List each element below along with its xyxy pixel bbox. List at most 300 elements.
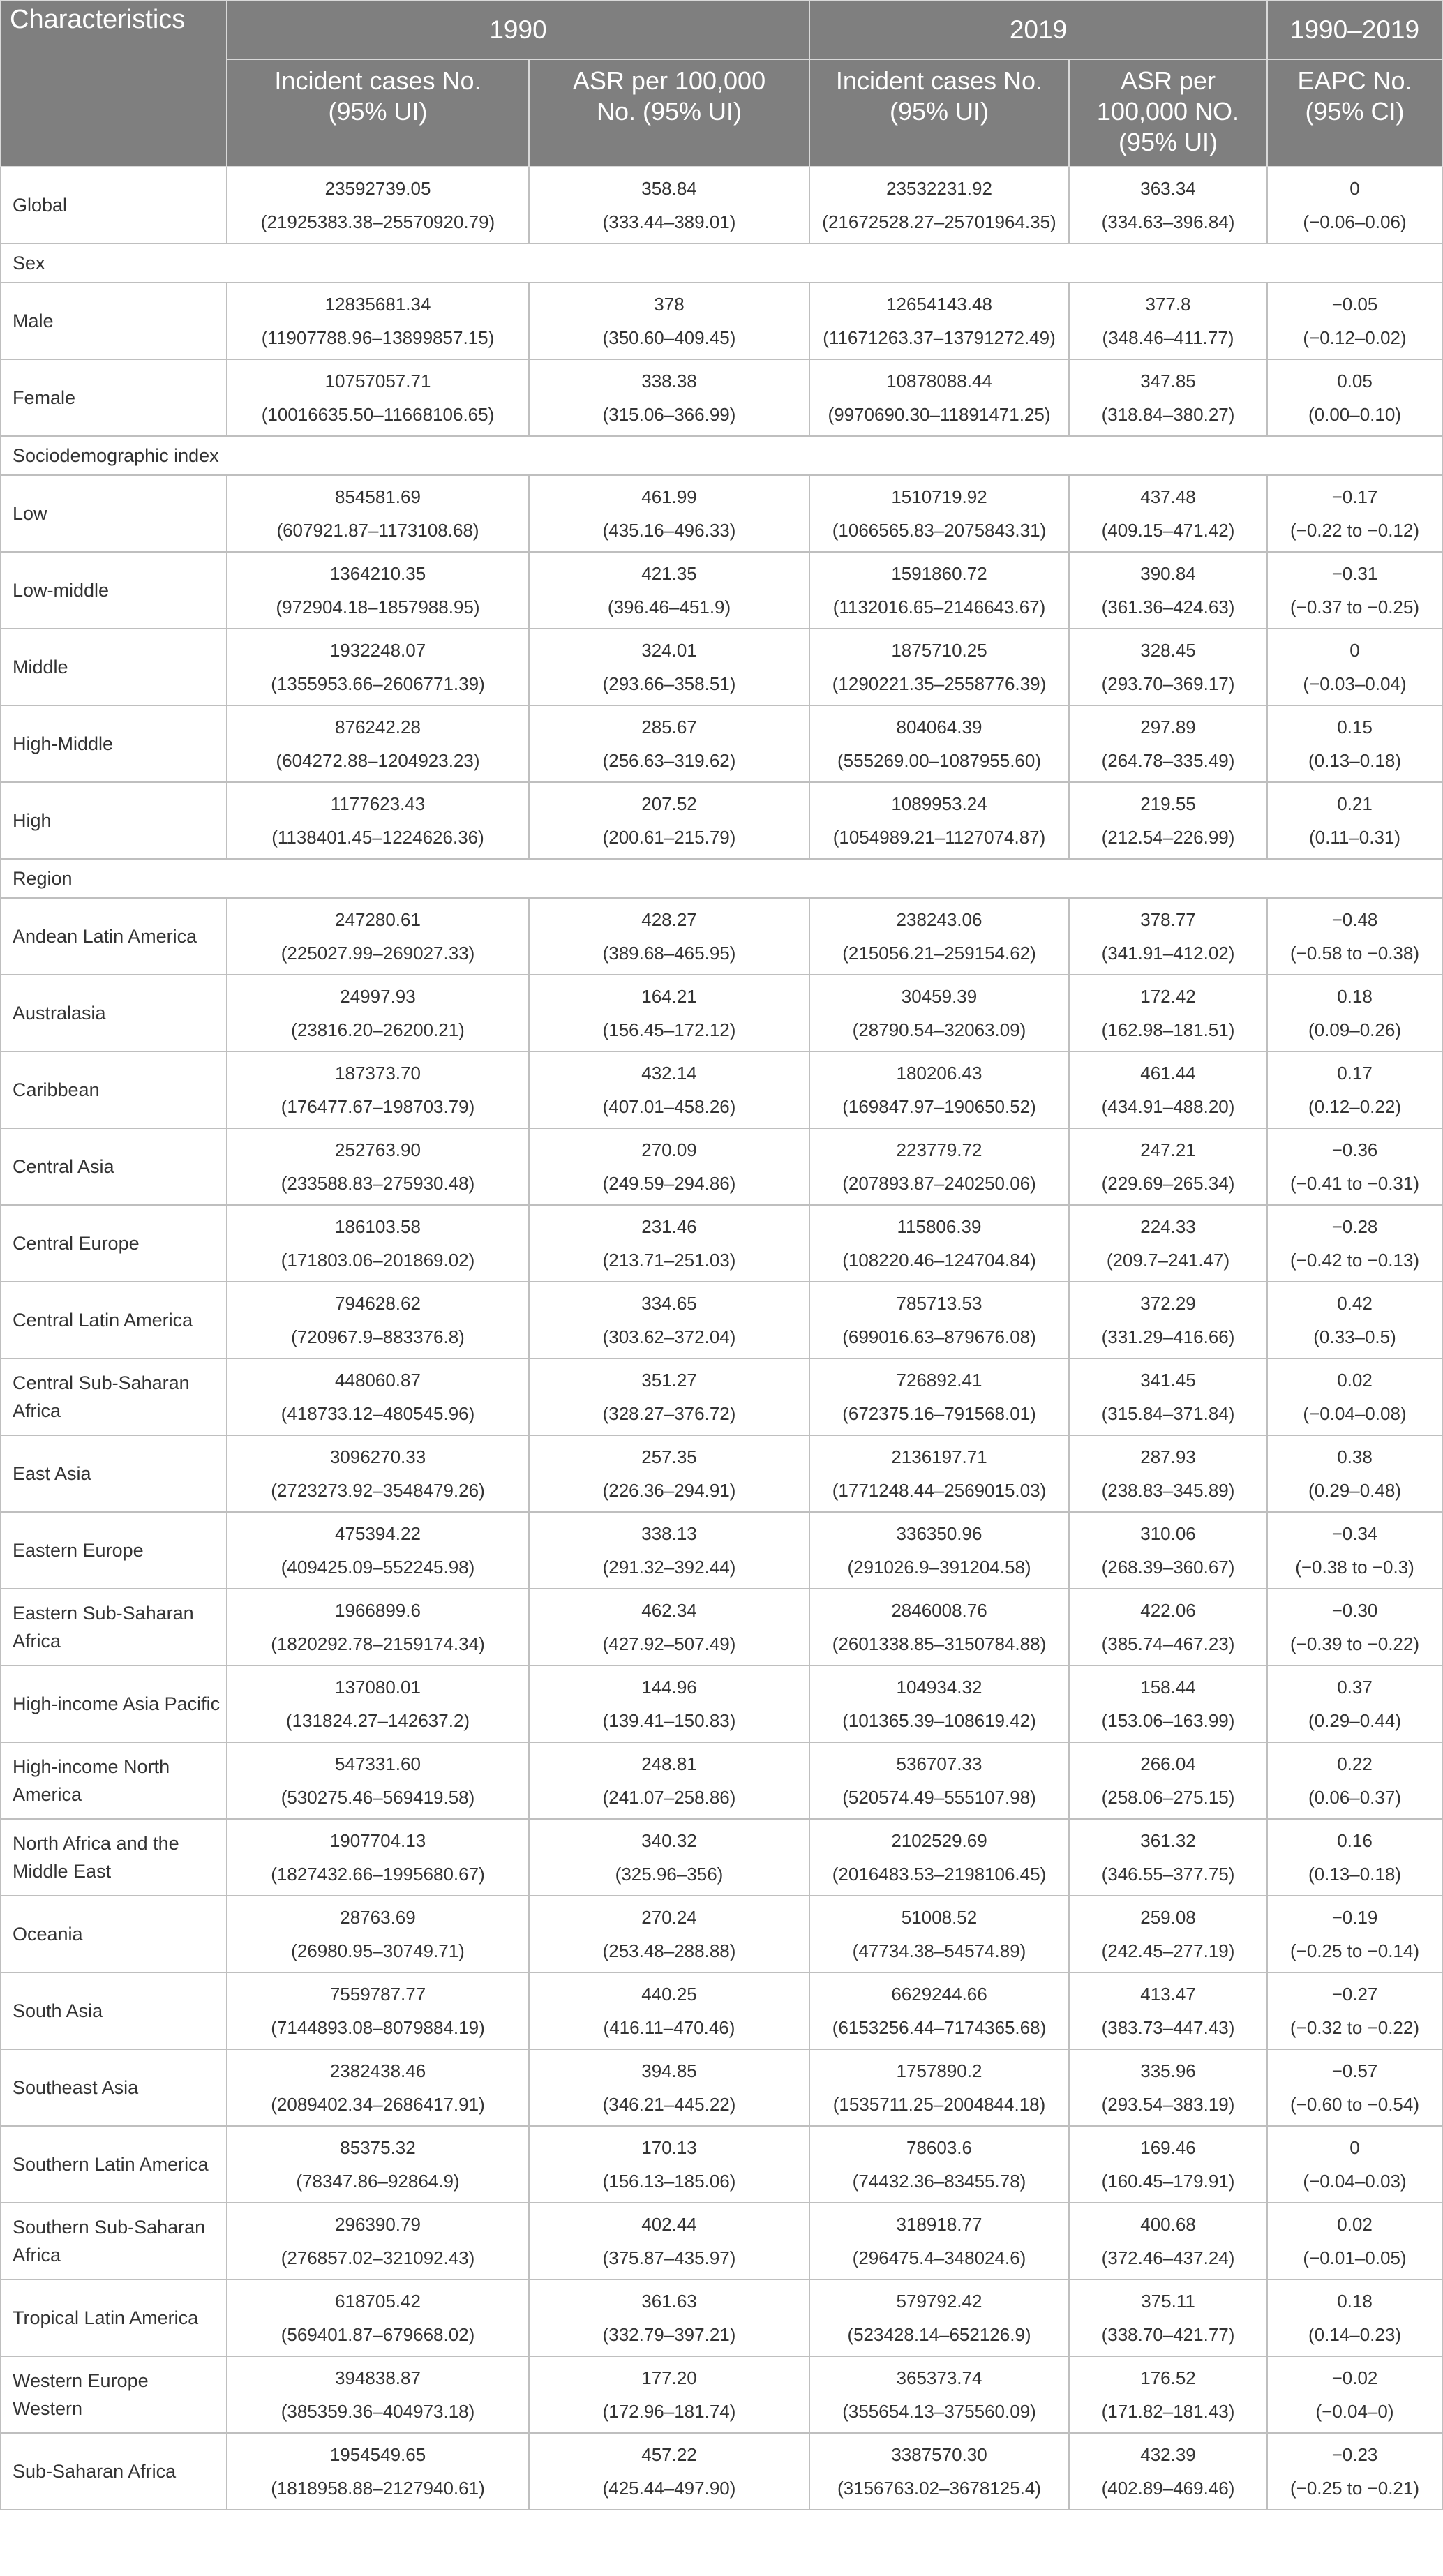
incident-2019-cell [809,2433,1069,2510]
cell-value: 462.34 [641,1600,697,1621]
cell-interval: (−0.06–0.06) [1303,211,1407,232]
cell-value: 365373.74 [896,2367,982,2388]
cell-interval: (523428.14–652126.9) [847,2324,1031,2345]
cell-interval: (238.83–345.89) [1101,1480,1235,1501]
eapc-header [1267,59,1442,167]
cell-value: −0.48 [1331,909,1378,930]
asr-2019-header-line3: (95% UI) [1118,128,1218,156]
incident-1990-cell [227,1972,529,2049]
table-row [1,1512,1442,1589]
eapc-cell [1267,1128,1442,1205]
cell-interval: (2089402.34–2686417.91) [271,2094,485,2115]
asr-2019-cell [1069,2279,1267,2356]
cell-value: 2846008.76 [891,1600,987,1621]
incident-2019-cell [809,975,1069,1051]
eapc-cell [1267,2049,1442,2126]
cell-interval: (108220.46–124704.84) [842,1250,1036,1271]
cell-value: 144.96 [641,1677,697,1698]
cell-value: 2102529.69 [891,1830,987,1851]
cell-value: 876242.28 [335,717,421,737]
cell-value: 335.96 [1140,2060,1196,2081]
section-label: Region [1,859,1442,898]
cell-interval: (346.55–377.75) [1101,1864,1235,1885]
eapc-cell [1267,1358,1442,1435]
asr-1990-cell [529,1819,809,1896]
table-row [1,2356,1442,2433]
cell-value: −0.17 [1331,486,1378,507]
row-label: Global [1,167,227,244]
asr-1990-header-line2: No. (95% UI) [596,97,742,126]
incident-1990-cell [227,2049,529,2126]
cell-interval: (156.45–172.12) [602,1019,736,1040]
cell-interval: (241.07–258.86) [602,1787,736,1808]
cell-interval: (293.54–383.19) [1101,2094,1235,2115]
cell-value: 0.38 [1337,1446,1373,1467]
cell-value: 361.32 [1140,1830,1196,1851]
table-row [1,552,1442,629]
cell-interval: (530275.46–569419.58) [281,1787,475,1808]
cell-value: 394.85 [641,2060,697,2081]
cell-interval: (418733.12–480545.96) [281,1403,475,1424]
cell-value: 0.05 [1337,370,1373,391]
cell-interval: (−0.25 to −0.21) [1289,2478,1420,2499]
cell-value: −0.30 [1331,1600,1378,1621]
cell-value: 1510719.92 [891,486,987,507]
cell-value: 361.63 [641,2291,697,2312]
cell-value: 78603.6 [906,2137,972,2158]
year-2019-header: 2019 [809,1,1267,59]
cell-interval: (361.36–424.63) [1101,597,1235,617]
cell-interval: (23816.20–26200.21) [291,1019,465,1040]
row-label: Sub-Saharan Africa [1,2433,227,2510]
cell-interval: (389.68–465.95) [602,943,736,964]
incident-1990-cell [227,1819,529,1896]
incident-2019-cell [809,1205,1069,1282]
incident-2019-cell [809,2279,1069,2356]
incident-1990-cell [227,2356,529,2433]
asr-2019-cell [1069,1435,1267,1512]
cell-interval: (−0.01–0.05) [1303,2247,1407,2268]
cell-interval: (171803.06–201869.02) [281,1250,475,1271]
cell-value: 437.48 [1140,486,1196,507]
cell-interval: (249.59–294.86) [602,1173,736,1194]
row-label: High-income Asia Pacific [1,1665,227,1742]
cell-value: 0.15 [1337,717,1373,737]
incident-1990-header [227,59,529,167]
row-label: Eastern Europe [1,1512,227,1589]
section-label: Sex [1,244,1442,283]
incident-1990-cell [227,2279,529,2356]
cell-interval: (7144893.08–8079884.19) [271,2017,485,2038]
asr-2019-header-line2: 100,000 NO. [1096,97,1240,126]
cell-interval: (−0.60 to −0.54) [1289,2094,1420,2115]
cell-value: 579792.42 [896,2291,982,2312]
cell-interval: (383.73–447.43) [1101,2017,1235,2038]
cell-interval: (−0.58 to −0.38) [1289,943,1420,964]
asr-2019-cell [1069,2203,1267,2279]
cell-value: 336350.96 [896,1523,982,1544]
asr-2019-cell [1069,1665,1267,1742]
cell-value: −0.27 [1331,1984,1378,2005]
cell-interval: (331.29–416.66) [1101,1326,1235,1347]
cell-value: 448060.87 [335,1370,421,1391]
cell-value: 297.89 [1140,717,1196,737]
asr-2019-cell [1069,1742,1267,1819]
cell-value: 347.85 [1140,370,1196,391]
cell-interval: (427.92–507.49) [602,1633,736,1654]
cell-value: −0.36 [1331,1139,1378,1160]
cell-value: 0 [1349,2137,1360,2158]
cell-value: 461.44 [1140,1063,1196,1084]
cell-value: 104934.32 [896,1677,982,1698]
incident-1990-cell [227,782,529,859]
cell-interval: (−0.04–0.08) [1303,1403,1407,1424]
cell-interval: (276857.02–321092.43) [281,2247,475,2268]
cell-value: 794628.62 [335,1293,421,1314]
cell-interval: (253.48–288.88) [602,1940,736,1961]
cell-value: 1907704.13 [329,1830,426,1851]
incident-1990-cell [227,2203,529,2279]
row-label: Southeast Asia [1,2049,227,2126]
incident-2019-cell [809,359,1069,436]
cell-interval: (0.14–0.23) [1308,2324,1401,2345]
cell-interval: (0.29–0.44) [1308,1710,1401,1731]
cell-value: 854581.69 [335,486,421,507]
cell-interval: (−0.32 to −0.22) [1289,2017,1420,2038]
cell-interval: (212.54–226.99) [1101,827,1235,848]
table-row [1,782,1442,859]
cell-interval: (6153256.44–7174365.68) [832,2017,1047,2038]
cell-interval: (520574.49–555107.98) [842,1787,1036,1808]
cell-interval: (−0.38 to −0.3) [1295,1557,1414,1578]
incident-2019-cell [809,705,1069,782]
cell-value: 394838.87 [335,2367,421,2388]
cell-value: 378.77 [1140,909,1196,930]
table-row [1,1742,1442,1819]
cell-interval: (569401.87–679668.02) [281,2324,475,2345]
asr-1990-cell [529,2203,809,2279]
cell-value: 164.21 [641,986,697,1007]
eapc-cell [1267,629,1442,705]
cell-interval: (325.96–356) [615,1864,724,1885]
table-row [1,2279,1442,2356]
table-body [1,167,1442,2510]
incident-2019-header-line2: (95% UI) [889,97,989,126]
incident-2019-cell [809,475,1069,552]
cell-value: 340.32 [641,1830,697,1851]
cell-value: 1966899.6 [335,1600,421,1621]
cell-value: 618705.42 [335,2291,421,2312]
cell-interval: (699016.63–879676.08) [842,1326,1036,1347]
cell-interval: (264.78–335.49) [1101,750,1235,771]
cell-interval: (−0.41 to −0.31) [1289,1173,1420,1194]
cell-interval: (291026.9–391204.58) [847,1557,1031,1578]
incident-1990-cell [227,1896,529,1972]
incident-2019-cell [809,1051,1069,1128]
cell-interval: (242.45–277.19) [1101,1940,1235,1961]
asr-2019-cell [1069,2356,1267,2433]
cell-interval: (11671263.37–13791272.49) [823,327,1056,348]
cell-value: 170.13 [641,2137,697,2158]
eapc-cell [1267,782,1442,859]
eapc-cell [1267,2356,1442,2433]
cell-interval: (176477.67–198703.79) [281,1096,475,1117]
asr-2019-cell [1069,1589,1267,1665]
eapc-cell [1267,283,1442,359]
incident-2019-cell [809,1358,1069,1435]
cell-value: 172.42 [1140,986,1196,1007]
asr-2019-cell [1069,359,1267,436]
cell-interval: (293.66–358.51) [602,673,736,694]
cell-value: 219.55 [1140,793,1196,814]
asr-1990-cell [529,1896,809,1972]
eapc-header-line1: EAPC No. [1297,66,1412,95]
asr-1990-cell [529,1435,809,1512]
cell-value: 169.46 [1140,2137,1196,2158]
eapc-cell [1267,1742,1442,1819]
cell-value: −0.05 [1331,294,1378,315]
asr-2019-cell [1069,1512,1267,1589]
asr-2019-cell [1069,782,1267,859]
cell-interval: (225027.99–269027.33) [281,943,475,964]
cell-value: 785713.53 [896,1293,982,1314]
cell-interval: (315.84–371.84) [1101,1403,1235,1424]
cell-value: 0.18 [1337,986,1373,1007]
incident-2019-cell [809,2203,1069,2279]
cell-value: 432.39 [1140,2444,1196,2465]
incident-2019-cell [809,1665,1069,1742]
cell-interval: (9970690.30–11891471.25) [828,404,1051,425]
cell-value: 1591860.72 [891,563,987,584]
asr-1990-cell [529,283,809,359]
incident-1990-cell [227,705,529,782]
cell-value: 30459.39 [901,986,978,1007]
cell-value: 0 [1349,640,1360,661]
cell-interval: (409.15–471.42) [1101,520,1235,541]
row-label: Middle [1,629,227,705]
asr-2019-cell [1069,898,1267,975]
row-label: Central Latin America [1,1282,227,1358]
asr-1990-cell [529,359,809,436]
cell-value: 0.02 [1337,1370,1373,1391]
cell-interval: (1818958.88–2127940.61) [271,2478,485,2499]
cell-interval: (396.46–451.9) [607,597,731,617]
cell-value: 432.14 [641,1063,697,1084]
incident-2019-cell [809,1589,1069,1665]
cell-value: 0.02 [1337,2214,1373,2235]
asr-1990-cell [529,1358,809,1435]
cell-interval: (207893.87–240250.06) [842,1173,1036,1194]
cell-interval: (2723273.92–3548479.26) [271,1480,485,1501]
cell-interval: (215056.21–259154.62) [842,943,1036,964]
asr-2019-cell [1069,283,1267,359]
table-row [1,1128,1442,1205]
asr-1990-cell [529,2049,809,2126]
cell-interval: (1054989.21–1127074.87) [832,827,1046,848]
section-label: Sociodemographic index [1,436,1442,475]
cell-interval: (209.7–241.47) [1106,1250,1230,1271]
cell-value: 375.11 [1141,2291,1195,2312]
incident-1990-cell [227,552,529,629]
row-label: Tropical Latin America [1,2279,227,2356]
cell-interval: (291.32–392.44) [602,1557,736,1578]
asr-1990-cell [529,1972,809,2049]
incident-1990-cell [227,475,529,552]
row-label: Southern Sub-Saharan Africa [1,2203,227,2279]
cell-value: 475394.22 [335,1523,421,1544]
cell-value: 422.06 [1140,1600,1196,1621]
cell-interval: (0.29–0.48) [1308,1480,1401,1501]
asr-1990-cell [529,705,809,782]
table-row [1,1589,1442,1665]
cell-value: −0.31 [1331,563,1378,584]
cell-value: 378 [654,294,685,315]
cell-value: 358.84 [641,178,697,199]
cell-value: 12835681.34 [324,294,431,315]
cell-value: 363.34 [1140,178,1196,199]
asr-1990-cell [529,2126,809,2203]
cell-interval: (604272.88–1204923.23) [276,750,480,771]
cell-value: 400.68 [1140,2214,1196,2235]
incident-1990-cell [227,1435,529,1512]
row-label: North Africa and the Middle East [1,1819,227,1896]
incident-2019-cell [809,2356,1069,2433]
cell-value: 328.45 [1140,640,1196,661]
row-label: Caribbean [1,1051,227,1128]
cell-interval: (1827432.66–1995680.67) [271,1864,485,1885]
incident-2019-header-line1: Incident cases No. [835,66,1043,95]
cell-value: 285.67 [641,717,697,737]
incident-1990-cell [227,359,529,436]
asr-1990-cell [529,898,809,975]
cell-value: 372.29 [1140,1293,1196,1314]
cell-value: 137080.01 [335,1677,421,1698]
cell-value: 726892.41 [896,1370,982,1391]
table-row [1,1282,1442,1358]
cell-value: 28763.69 [340,1907,416,1928]
cell-interval: (296475.4–348024.6) [852,2247,1026,2268]
cell-interval: (333.44–389.01) [602,211,736,232]
cell-value: 207.52 [641,793,697,814]
eapc-cell [1267,1589,1442,1665]
incident-1990-cell [227,167,529,244]
cell-interval: (78347.86–92864.9) [296,2171,460,2192]
cell-interval: (1290221.35–2558776.39) [832,673,1047,694]
table-row [1,1665,1442,1742]
cell-value: 351.27 [641,1370,697,1391]
cell-interval: (160.45–179.91) [1101,2171,1235,2192]
cell-value: −0.23 [1331,2444,1378,2465]
incident-1990-cell [227,2126,529,2203]
table-row [1,629,1442,705]
cell-value: 248.81 [641,1753,697,1774]
asr-1990-header [529,59,809,167]
cell-interval: (101365.39–108619.42) [842,1710,1036,1731]
cell-interval: (−0.03–0.04) [1303,673,1407,694]
cell-interval: (1132016.65–2146643.67) [832,597,1046,617]
cell-value: 238243.06 [896,909,982,930]
table-row [1,359,1442,436]
asr-1990-cell [529,975,809,1051]
row-label: High [1,782,227,859]
table-row [1,1972,1442,2049]
incident-1990-cell [227,1589,529,1665]
cell-value: 12654143.48 [886,294,992,315]
asr-2019-cell [1069,1819,1267,1896]
cell-interval: (341.91–412.02) [1101,943,1235,964]
asr-2019-cell [1069,1051,1267,1128]
cell-interval: (−0.22 to −0.12) [1289,520,1420,541]
cell-value: 0.16 [1337,1830,1373,1851]
cell-interval: (256.63–319.62) [602,750,736,771]
row-label: Australasia [1,975,227,1051]
cell-interval: (1771248.44–2569015.03) [832,1480,1047,1501]
cell-interval: (372.46–437.24) [1101,2247,1235,2268]
incident-1990-cell [227,1282,529,1358]
row-label: Western Europe Western [1,2356,227,2433]
incident-1990-cell [227,975,529,1051]
row-label: Eastern Sub-Saharan Africa [1,1589,227,1665]
asr-2019-cell [1069,1128,1267,1205]
asr-1990-cell [529,2356,809,2433]
eapc-cell [1267,2126,1442,2203]
cell-interval: (74432.36–83455.78) [852,2171,1026,2192]
cell-interval: (607921.87–1173108.68) [276,520,479,541]
incident-1990-cell [227,629,529,705]
asr-2019-cell [1069,1358,1267,1435]
cell-interval: (434.91–488.20) [1101,1096,1235,1117]
cell-value: 10757057.71 [324,370,431,391]
cell-interval: (0.13–0.18) [1308,1864,1401,1885]
cell-value: 247.21 [1140,1139,1196,1160]
cell-value: 3096270.33 [329,1446,426,1467]
cell-interval: (338.70–421.77) [1101,2324,1235,2345]
cell-value: 1177623.43 [330,793,426,814]
cell-value: −0.34 [1331,1523,1378,1544]
characteristics-header: Characteristics [1,1,227,167]
cell-value: 390.84 [1140,563,1196,584]
cell-value: 23592739.05 [324,178,431,199]
asr-1990-cell [529,1742,809,1819]
cell-interval: (−0.37 to −0.25) [1289,597,1420,617]
cell-value: 187373.70 [335,1063,421,1084]
asr-1990-cell [529,475,809,552]
cell-interval: (0.06–0.37) [1308,1787,1401,1808]
asr-1990-cell [529,1205,809,1282]
incident-1990-cell [227,1051,529,1128]
cell-interval: (1535711.25–2004844.18) [832,2094,1046,2115]
cell-value: 176.52 [1140,2367,1196,2388]
cell-value: 158.44 [1140,1677,1196,1698]
asr-1990-cell [529,552,809,629]
cell-interval: (153.06–163.99) [1101,1710,1235,1731]
cell-value: 270.09 [641,1139,697,1160]
table-row [1,1819,1442,1896]
cell-value: 0.42 [1337,1293,1373,1314]
cell-value: 1932248.07 [329,640,426,661]
eapc-cell [1267,167,1442,244]
cell-interval: (21672528.27–25701964.35) [822,211,1056,232]
row-label: Oceania [1,1896,227,1972]
asr-1990-header-line1: ASR per 100,000 [572,66,766,95]
table-row [1,2433,1442,2510]
cell-value: 457.22 [641,2444,697,2465]
asr-2019-cell [1069,2126,1267,2203]
range-header: 1990–2019 [1267,1,1442,59]
row-label: South Asia [1,1972,227,2049]
cell-value: 296390.79 [335,2214,421,2235]
cell-value: 0.21 [1337,793,1373,814]
